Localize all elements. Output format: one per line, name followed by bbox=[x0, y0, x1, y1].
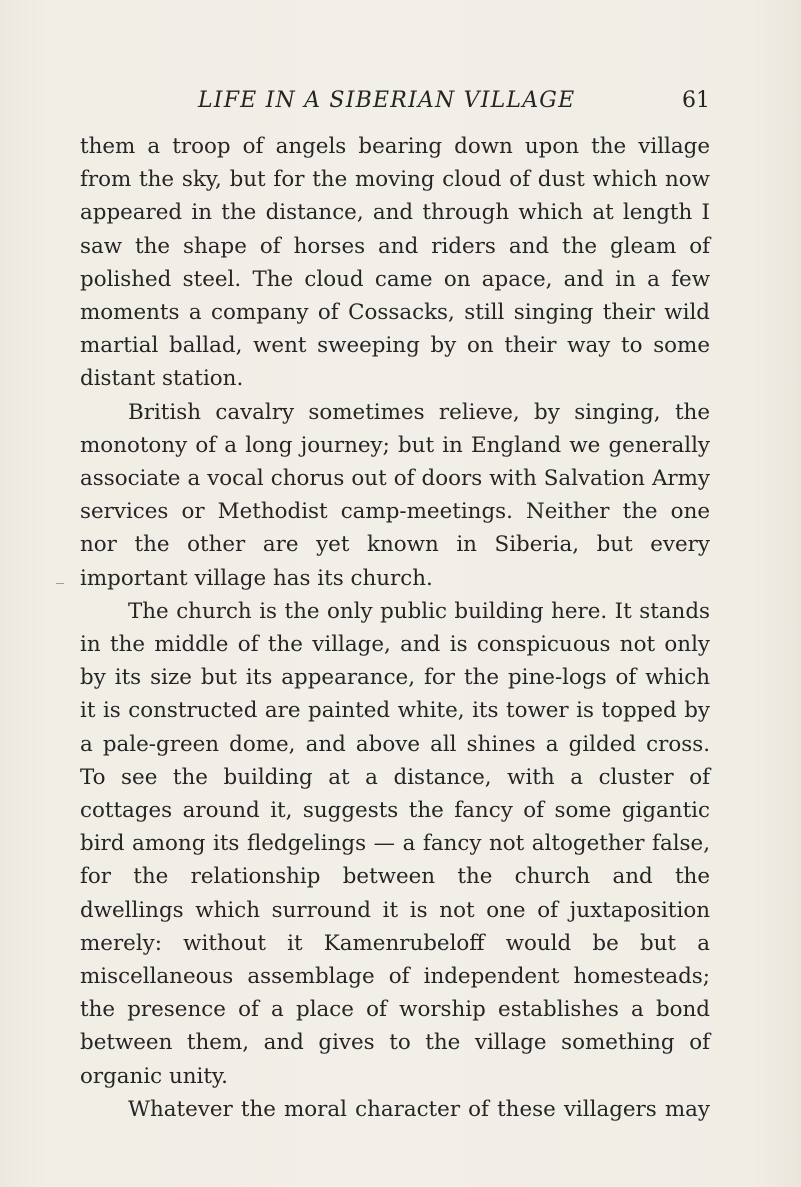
page-header bbox=[80, 88, 710, 118]
page-number: 61 bbox=[682, 88, 710, 113]
paragraph-continuation: them a troop of angels bearing down upon the village from the sky, but for the moving cloud of dust which now appeared in the distance, and through which at length I saw the shape of horses and riders and the gleam of polished steel. The cloud came on apace, and in a few moments a company of Cossacks, still singing their wild martial ballad, went sweeping by on their way to some distant station. bbox=[80, 134, 710, 392]
body-text bbox=[80, 130, 710, 1126]
paragraph-whatever: Whatever the moral character of these villagers may bbox=[128, 1096, 710, 1122]
running-title: LIFE IN A SIBERIAN VILLAGE bbox=[198, 88, 576, 113]
margin-mark bbox=[56, 583, 64, 584]
paragraph-british-cavalry: British cavalry sometimes relieve, by singing, the monotony of a long journey; but in England we generally associate a vocal chorus out of doors with Salvation Army services or Methodist camp-meetings. Neither the one nor the other are yet known in Siberia, but every important village has its church. bbox=[80, 399, 710, 591]
paragraph-church: The church is the only public building here. It stands in the middle of the village, and is conspicuous not only by its size but its appearance, for the pine-logs of which it is constructed are painted white, its tower is topped by a pale-green dome, and above all shines a gilded cross. To see the building at a distance, with a cluster of cottages around it, suggests the fancy of some gigantic bird among its fledgelings — a fancy not altogether false, for the relationship between the church and the dwellings which surround it is not one of juxtaposition merely: without it Kamenrubeloff would be but a miscellaneous assemblage of independent homesteads; the presence of a place of worship establishes a bond between them, and gives to the village something of organic unity. bbox=[80, 598, 710, 1089]
